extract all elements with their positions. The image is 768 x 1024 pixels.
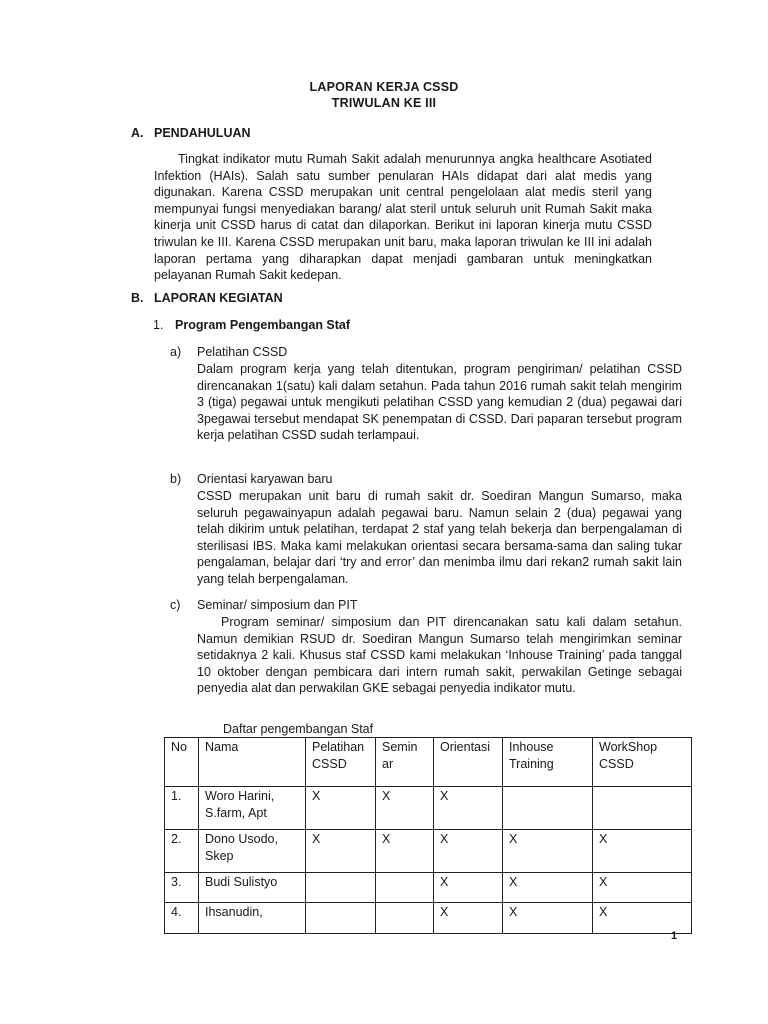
section-heading-b [131,291,283,305]
item-paragraph-a: Dalam program kerja yang telah ditentukan, program pengiriman/ pelatihan CSSD direncanakan 1(satu) kali dalam setahun. Pada tahun 2016 rumah sakit telah mengirim 3 (tiga) pegawai untuk mengikuti pelatihan CSSD yang kemudian 2 (dua) pegawai dari 3pegawai tersebut mendapat SK penempatan di CSSD. Dari paparan tersebut program kerja pelatihan CSSD sudah terlampaui. [197,362,682,443]
table-cell [376,903,434,934]
document-subtitle: TRIWULAN KE III [331,96,437,110]
table-cell: 1. [165,787,199,830]
section-number: A. [131,126,144,140]
item-marker: c) [170,598,181,612]
table-cell [306,903,376,934]
table-cell: X [503,830,593,873]
column-header: Semin ar [376,738,434,787]
document-title: LAPORAN KERJA CSSD [309,80,459,94]
table-cell: X [306,787,376,830]
table-cell: Ihsanudin, [199,903,306,934]
table-cell: X [434,873,503,903]
table-cell: 4. [165,903,199,934]
list-item-a [170,345,470,361]
column-header: Inhouse Training [503,738,593,787]
table-cell: X [593,873,692,903]
column-header: Nama [199,738,306,787]
table-cell [376,873,434,903]
table-cell: X [593,830,692,873]
section-number: B. [131,291,144,305]
section-title: PENDAHULUAN [154,126,251,140]
column-header: Orientasi [434,738,503,787]
table-caption: Daftar pengembangan Staf [223,722,374,736]
section-heading-a [131,126,251,140]
column-header: No [165,738,199,787]
page-number: 1 [671,930,678,942]
table-cell: X [434,903,503,934]
list-item-b [170,472,470,488]
item-marker: b) [170,472,182,486]
table-cell: X [503,903,593,934]
intro-paragraph: Tingkat indikator mutu Rumah Sakit adalah menurunnya angka healthcare Asotiated Infektion (HAIs). Salah satu sumber penularan HAIs didapat dari alat medis yang digunakan. Karena CSSD merupakan unit central pengelolaan alat medis steril yang mempunyai fungsi menyediakan barang/ alat steril untuk seluruh unit Rumah Sakit maka kinerja unit CSSD harus di catat dan dilaporkan. Berikut ini laporan kinerja mutu CSSD triwulan ke III. Karena CSSD merupakan unit baru, maka laporan triwulan ke III ini adalah laporan pertama yang diharapkan dapat menjadi gambaran untuk meningkatkan pelayanan Rumah Sakit kedepan. [154,152,652,283]
table-row [165,787,692,830]
item-paragraph-c: Program seminar/ simposium dan PIT direncanakan satu kali dalam setahun. Namun demikian RSUD dr. Soediran Mangun Sumarso telah mengirimkan seminar setidaknya 2 kali. Khusus staf CSSD kami melakukan ‘Inhouse Training’ pada tanggal 10 oktober dengan pembicara dari intern rumah sakit, perwakilan Getinge sebagai penyedia alat dan perwakilan GKE sebagai penyedia indikator mutu. [197,615,682,696]
table-cell [503,787,593,830]
table-cell: X [503,873,593,903]
table-row [165,903,692,934]
table-header-row [165,738,692,787]
table-cell: X [376,787,434,830]
column-header: WorkShop CSSD [593,738,692,787]
program-title: Program Pengembangan Staf [175,318,351,332]
item-paragraph-b: CSSD merupakan unit baru di rumah sakit dr. Soediran Mangun Sumarso, maka seluruh pegawainyapun adalah pegawai baru. Namun selain 2 (dua) pegawai yang telah dikirim untuk pelatihan, terdapat 2 staf yang telah bekerja dan berpengalaman di sterilisasi IBS. Maka kami melakukan orientasi secara bersama-sama dan saling tukar pengalaman, belajar dari ‘try and error’ dan menimba ilmu dari rekan2 rumah sakit lain yang telah berpengalaman. [197,489,682,586]
table-cell: X [376,830,434,873]
table-cell [306,873,376,903]
table-cell: 3. [165,873,199,903]
section-title: LAPORAN KEGIATAN [154,291,283,305]
table-cell: X [306,830,376,873]
program-number: 1. [153,318,164,332]
list-item-c [170,598,470,614]
table-cell [593,787,692,830]
table-row [165,873,692,903]
staff-development-table [164,737,692,934]
item-marker: a) [170,345,182,359]
table-cell: Budi Sulistyo [199,873,306,903]
table-cell: Woro Harini, S.farm, Apt [199,787,306,830]
table-cell: X [593,903,692,934]
table-cell: Dono Usodo, Skep [199,830,306,873]
table-cell: X [434,830,503,873]
item-label: Seminar/ simposium dan PIT [197,598,358,612]
table-row [165,830,692,873]
column-header: Pelatihan CSSD [306,738,376,787]
table-cell: X [434,787,503,830]
item-label: Orientasi karyawan baru [197,472,333,486]
item-label: Pelatihan CSSD [197,345,288,359]
table-cell: 2. [165,830,199,873]
